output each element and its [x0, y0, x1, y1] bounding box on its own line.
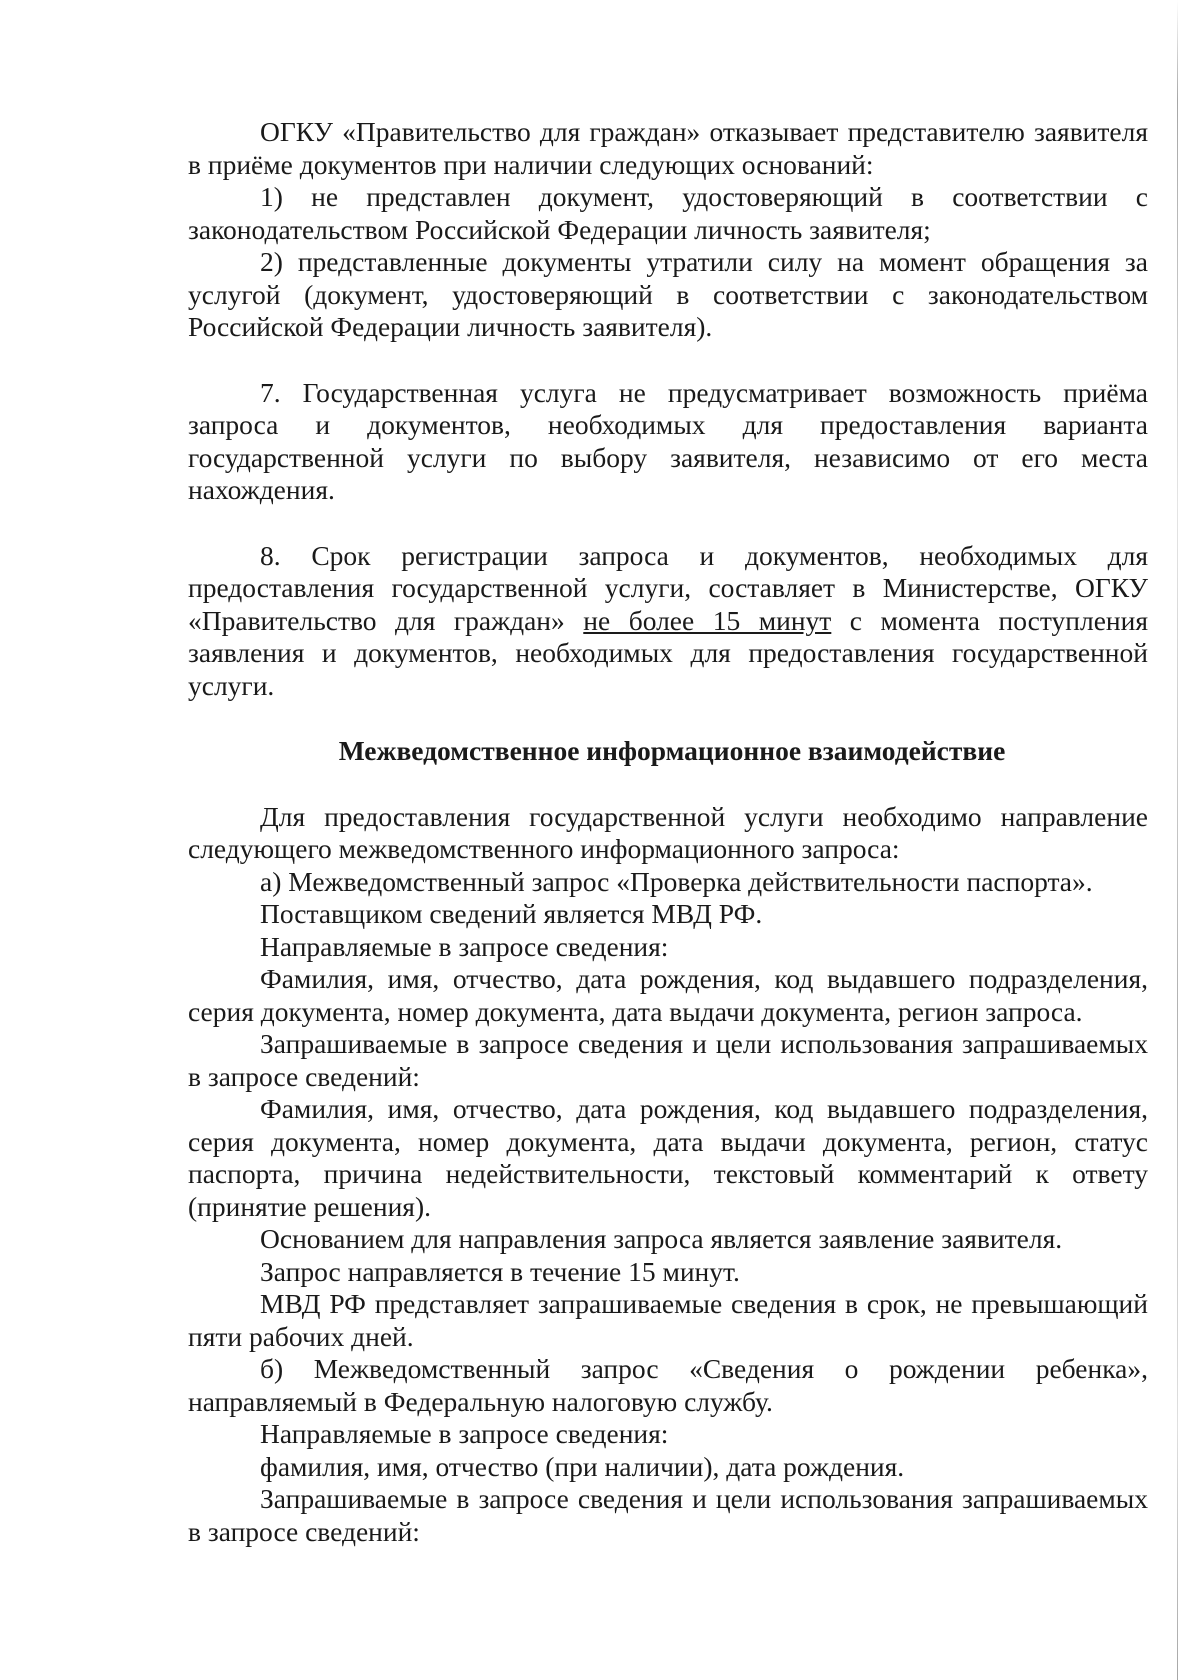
- interagency-paragraph: Фамилия, имя, отчество, дата рождения, код выдавшего подразделения, серия документа, номер документа, дата выдачи документа, регион запроса.: [188, 963, 1148, 1027]
- interagency-paragraph: Основанием для направления запроса является заявление заявителя.: [260, 1223, 1063, 1254]
- refusal-intro-paragraph: ОГКУ «Правительство для граждан» отказывает представителю заявителя в приёме документов при наличии следующих оснований:: [188, 116, 1148, 180]
- interagency-paragraph: Направляемые в запросе сведения:: [260, 930, 669, 962]
- section-8-text-after: с момента поступления заявления и документов, необходимых для предоставления государственной услуги.: [188, 604, 1149, 701]
- document-page: [188, 116, 1148, 1548]
- spacer: [188, 344, 1148, 377]
- interagency-paragraph: Направляемые в запросе сведения:: [260, 1418, 669, 1449]
- interagency-paragraph: Поставщиком сведений является МВД РФ.: [260, 898, 763, 929]
- spacer: [188, 507, 1148, 540]
- interagency-paragraph: Для предоставления государственной услуги необходимо направление следующего межведомственного информационного запроса:: [188, 800, 1148, 864]
- section-8-underlined-term: не более 15 минут: [583, 604, 832, 636]
- section-8-paragraph: [188, 540, 1148, 703]
- interagency-heading: Межведомственное информационное взаимодействие: [338, 735, 1006, 766]
- spacer: [188, 768, 1148, 801]
- interagency-paragraph: а) Межведомственный запрос «Проверка действительности паспорта».: [260, 865, 1093, 897]
- interagency-paragraph: фамилия, имя, отчество (при наличии), дата рождения.: [260, 1450, 905, 1482]
- refusal-reason-2: 2) представленные документы утратили силу на момент обращения за услугой (документ, удостоверяющий в соответствии с законодательством Российской Федерации личность заявителя).: [188, 246, 1148, 342]
- section-8-text-before: 8. Срок регистрации запроса и документов, необходимых для предоставления государственной услуги, составляет в Министерстве, ОГКУ «Правительство для граждан»: [188, 539, 1148, 636]
- refusal-reason-1: 1) не представлен документ, удостоверяющий в соответствии с законодательством Российской Федерации личность заявителя;: [188, 181, 1148, 245]
- interagency-paragraph: Фамилия, имя, отчество, дата рождения, код выдавшего подразделения, серия документа, номер документа, дата выдачи документа, регион, статус паспорта, причина недействительности, текстовый комментарий к ответу (принятие решения).: [188, 1093, 1148, 1222]
- section-7-paragraph: 7. Государственная услуга не предусматривает возможность приёма запроса и документов, необходимых для предоставления варианта государственной услуги по выбору заявителя, независимо от его места нахождения.: [188, 376, 1148, 505]
- interagency-paragraph: МВД РФ представляет запрашиваемые сведения в срок, не превышающий пяти рабочих дней.: [188, 1288, 1148, 1352]
- spacer: [188, 702, 1148, 735]
- interagency-paragraph: б) Межведомственный запрос «Сведения о рождении ребенка», направляемый в Федеральную налоговую службу.: [188, 1353, 1148, 1417]
- interagency-paragraph: Запрос направляется в течение 15 минут.: [260, 1255, 740, 1287]
- interagency-paragraph: Запрашиваемые в запросе сведения и цели использования запрашиваемых в запросе сведений:: [188, 1483, 1148, 1547]
- scan-edge-line: [1177, 0, 1178, 1680]
- interagency-paragraph: Запрашиваемые в запросе сведения и цели использования запрашиваемых в запросе сведений:: [188, 1028, 1148, 1092]
